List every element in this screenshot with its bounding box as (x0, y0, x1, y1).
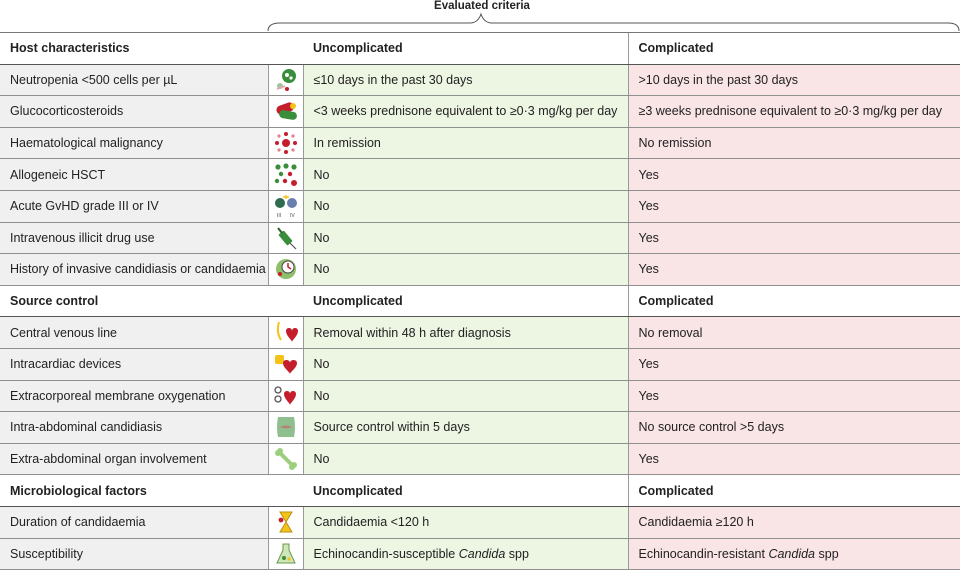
uncomplicated-value: Echinocandin-susceptible Candida spp (303, 538, 628, 570)
criterion-label: Haematological malignancy (0, 127, 268, 159)
table-row (0, 64, 960, 96)
criterion-label: Intra-abdominal candidiasis (0, 412, 268, 444)
column-header-complicated: Complicated (628, 475, 960, 507)
column-header-complicated: Complicated (628, 33, 960, 65)
uncomplicated-value: Removal within 48 h after diagnosis (303, 317, 628, 349)
table-row (0, 222, 960, 254)
criterion-label: Central venous line (0, 317, 268, 349)
flask-icon (273, 541, 299, 567)
table-row (0, 159, 960, 191)
abdomen-icon (273, 414, 299, 440)
candida-history-icon (273, 256, 299, 282)
column-header-uncomplicated: Uncomplicated (303, 285, 628, 317)
uncomplicated-value: No (303, 190, 628, 222)
table-row (0, 348, 960, 380)
gvhd-grade-iv: IV (289, 213, 295, 220)
criterion-label: Acute GvHD grade III or IV (0, 190, 268, 222)
complicated-value: Yes (628, 159, 960, 191)
criterion-label: Extra-abdominal organ involvement (0, 443, 268, 475)
uncomplicated-value: No (303, 222, 628, 254)
uncomplicated-value: In remission (303, 127, 628, 159)
central-line-icon (273, 320, 299, 346)
criteria-table (0, 32, 960, 570)
pills-icon (273, 98, 299, 124)
syringe-icon (273, 225, 299, 251)
section-title: Microbiological factors (0, 475, 268, 507)
uncomplicated-value: No (303, 159, 628, 191)
ecmo-icon (273, 383, 299, 409)
complicated-value: Yes (628, 380, 960, 412)
complicated-value: Yes (628, 190, 960, 222)
uncomplicated-value: No (303, 443, 628, 475)
section-header-host (0, 33, 960, 65)
complicated-value: No removal (628, 317, 960, 349)
criterion-label: Neutropenia <500 cells per µL (0, 64, 268, 96)
neutrophil-icon (273, 67, 299, 93)
table-row (0, 380, 960, 412)
uncomplicated-value: No (303, 380, 628, 412)
criterion-label: Intracardiac devices (0, 348, 268, 380)
column-header-uncomplicated: Uncomplicated (303, 33, 628, 65)
criterion-label: Susceptibility (0, 538, 268, 570)
table-row (0, 412, 960, 444)
criterion-label: History of invasive candidiasis or candidaemia (0, 254, 268, 286)
complicated-value: Yes (628, 222, 960, 254)
column-brace (0, 12, 960, 32)
complicated-value: >10 days in the past 30 days (628, 64, 960, 96)
table-row (0, 254, 960, 286)
gvhd-grade-iii: III (276, 213, 281, 220)
complicated-value: ≥3 weeks prednisone equivalent to ≥0·3 mg/kg per day (628, 96, 960, 128)
section-header-microbiological (0, 475, 960, 507)
table-row (0, 190, 960, 222)
table-row (0, 317, 960, 349)
criterion-label: Glucocorticosteroids (0, 96, 268, 128)
section-title: Host characteristics (0, 33, 268, 65)
uncomplicated-value: No (303, 348, 628, 380)
uncomplicated-value: Candidaemia <120 h (303, 506, 628, 538)
complicated-value: Yes (628, 348, 960, 380)
hourglass-icon (273, 509, 299, 535)
table-row (0, 443, 960, 475)
complicated-value: No source control >5 days (628, 412, 960, 444)
criterion-label: Duration of candidaemia (0, 506, 268, 538)
section-title: Source control (0, 285, 268, 317)
complicated-value: Yes (628, 443, 960, 475)
gvhd-icon (273, 193, 299, 219)
table-row (0, 127, 960, 159)
complicated-value: Echinocandin-resistant Candida spp (628, 538, 960, 570)
section-header-source (0, 285, 960, 317)
complicated-value: No remission (628, 127, 960, 159)
column-header-complicated: Complicated (628, 285, 960, 317)
blood-cells-icon (273, 130, 299, 156)
stem-cells-icon (273, 162, 299, 188)
evaluated-criteria-title: Evaluated criteria (434, 0, 530, 12)
uncomplicated-value: No (303, 254, 628, 286)
criterion-label: Allogeneic HSCT (0, 159, 268, 191)
uncomplicated-value: ≤10 days in the past 30 days (303, 64, 628, 96)
bone-icon (273, 446, 299, 472)
criterion-label: Extracorporeal membrane oxygenation (0, 380, 268, 412)
uncomplicated-value: <3 weeks prednisone equivalent to ≥0·3 mg/kg per day (303, 96, 628, 128)
complicated-value: Yes (628, 254, 960, 286)
complicated-value: Candidaemia ≥120 h (628, 506, 960, 538)
criterion-label: Intravenous illicit drug use (0, 222, 268, 254)
table-row (0, 96, 960, 128)
column-header-uncomplicated: Uncomplicated (303, 475, 628, 507)
table-row (0, 506, 960, 538)
heart-device-icon (273, 351, 299, 377)
uncomplicated-value: Source control within 5 days (303, 412, 628, 444)
